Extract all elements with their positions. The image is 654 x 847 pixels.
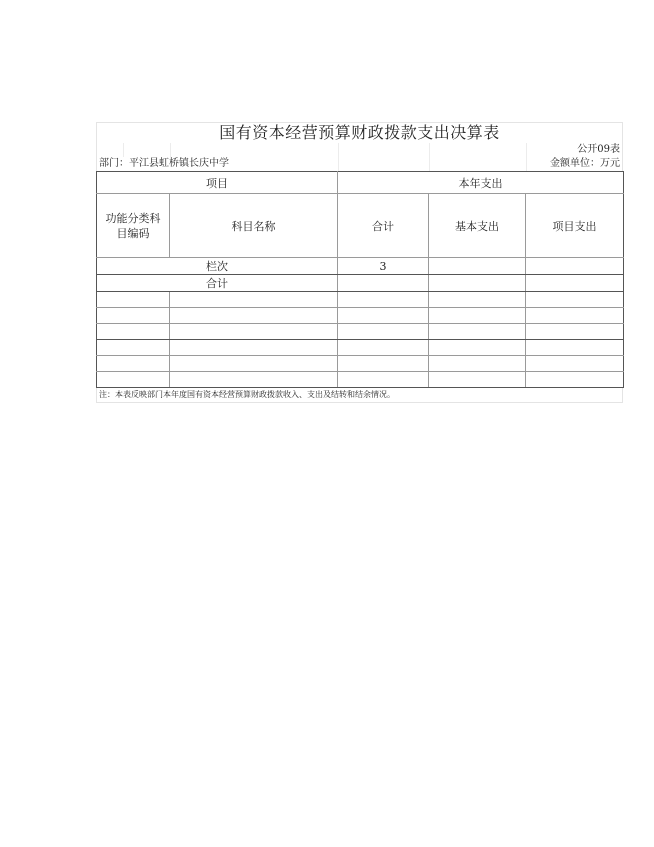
table-cell xyxy=(97,372,170,388)
expense-table xyxy=(96,171,624,388)
total-row-label: 合计 xyxy=(97,275,338,292)
table-cell xyxy=(526,340,624,356)
table-cell xyxy=(338,372,429,388)
table-cell xyxy=(97,356,170,372)
table-row xyxy=(97,372,624,388)
table-cell xyxy=(338,292,429,308)
table-row xyxy=(97,308,624,324)
table-cell xyxy=(338,340,429,356)
table-cell xyxy=(338,356,429,372)
table-cell xyxy=(170,356,338,372)
grid-line xyxy=(526,157,527,171)
grid-line xyxy=(338,157,339,171)
table-cell xyxy=(526,372,624,388)
column-index-total: 3 xyxy=(338,258,429,275)
total-row-total xyxy=(338,275,429,292)
table-cell xyxy=(429,340,526,356)
header-subject-name: 科目名称 xyxy=(170,194,338,258)
table-row xyxy=(97,324,624,340)
table-cell xyxy=(526,308,624,324)
table-cell xyxy=(526,356,624,372)
column-index-label: 栏次 xyxy=(97,258,338,275)
total-row-project xyxy=(526,275,624,292)
total-row xyxy=(97,275,624,292)
table-cell xyxy=(429,308,526,324)
header-row-2 xyxy=(97,194,624,258)
table-note: 注：本表反映部门本年度国有资本经营预算财政拨款收入、支出及结转和结余情况。 xyxy=(96,388,623,403)
header-function-code: 功能分类科目编码 xyxy=(97,194,170,258)
column-index-basic xyxy=(429,258,526,275)
table-row xyxy=(97,356,624,372)
table-cell xyxy=(170,324,338,340)
table-cell xyxy=(97,324,170,340)
department-label: 部门：平江县虹桥镇长庆中学 xyxy=(99,158,229,169)
header-project: 项目 xyxy=(97,172,338,194)
table-cell xyxy=(526,324,624,340)
table-cell xyxy=(526,292,624,308)
grid-line xyxy=(526,143,527,157)
table-cell xyxy=(338,308,429,324)
table-cell xyxy=(170,292,338,308)
header-basic-expense: 基本支出 xyxy=(429,194,526,258)
header-current-year-expense: 本年支出 xyxy=(338,172,624,194)
table-cell xyxy=(170,372,338,388)
department-row xyxy=(96,157,623,171)
amount-unit-label: 金额单位：万元 xyxy=(550,158,620,169)
table-cell xyxy=(97,340,170,356)
table-cell xyxy=(429,324,526,340)
grid-line xyxy=(429,157,430,171)
report-sheet xyxy=(96,122,623,403)
table-cell xyxy=(170,340,338,356)
header-row-1 xyxy=(97,172,624,194)
header-project-expense: 项目支出 xyxy=(526,194,624,258)
grid-line xyxy=(429,143,430,157)
column-index-project xyxy=(526,258,624,275)
table-cell xyxy=(170,308,338,324)
table-cell xyxy=(429,372,526,388)
column-index-row xyxy=(97,258,624,275)
grid-line xyxy=(170,143,171,157)
form-code: 公开09表 xyxy=(577,144,620,155)
table-cell xyxy=(429,292,526,308)
form-code-row xyxy=(96,143,623,157)
table-row xyxy=(97,292,624,308)
table-row xyxy=(97,340,624,356)
grid-line xyxy=(338,143,339,157)
header-total: 合计 xyxy=(338,194,429,258)
report-title: 国有资本经营预算财政拨款支出决算表 xyxy=(96,122,623,143)
total-row-basic xyxy=(429,275,526,292)
table-cell xyxy=(429,356,526,372)
table-cell xyxy=(338,324,429,340)
grid-line xyxy=(123,143,124,157)
table-cell xyxy=(97,292,170,308)
table-cell xyxy=(97,308,170,324)
